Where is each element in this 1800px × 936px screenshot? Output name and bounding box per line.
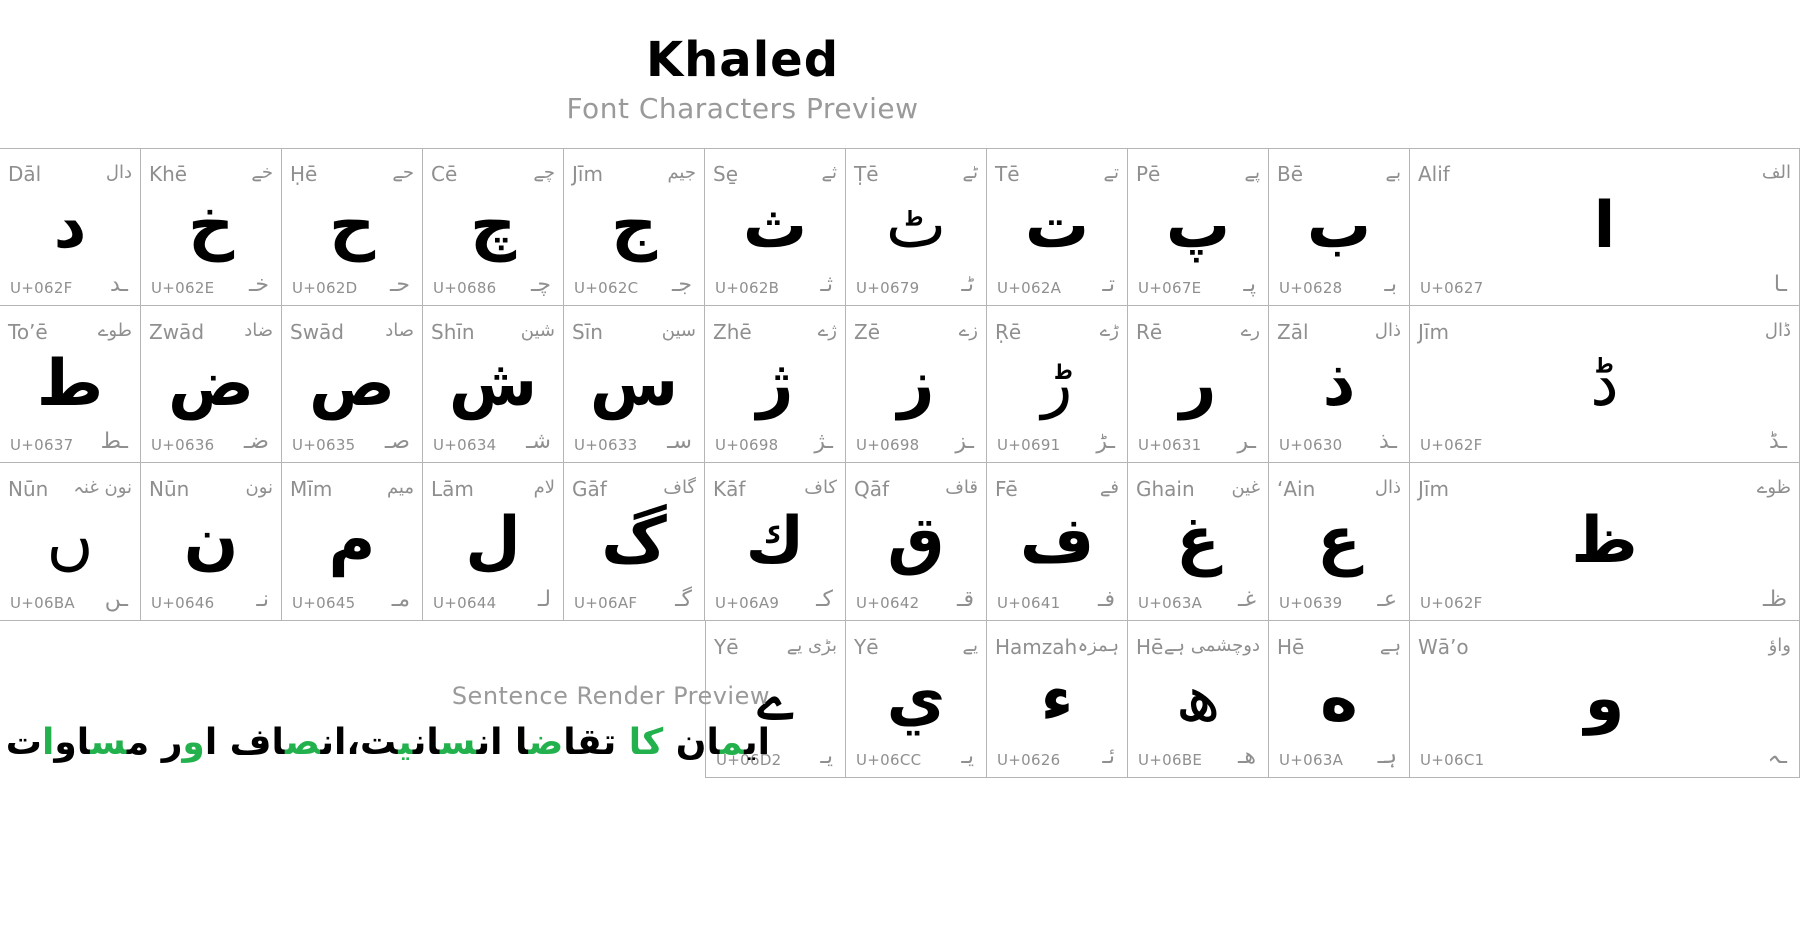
char-urdu-name: ہمزہ [1077,634,1119,656]
sentence-segment: اف ا [204,722,286,763]
char-glyph: ت [1024,189,1090,263]
char-form: ـہ [1767,744,1787,769]
char-form: صـ [384,429,410,454]
char-cell [1128,621,1269,779]
char-urdu-name: شین [520,319,555,341]
char-urdu-name: ثے [821,162,837,183]
char-cell [987,306,1128,464]
char-codepoint: U+0698 [715,436,779,454]
char-cell [1269,463,1410,621]
char-name: Wā’o [1418,634,1469,659]
char-urdu-name: دال [105,162,132,183]
char-name: Mīm [290,477,333,501]
char-name: Swād [290,319,345,344]
char-cell [1269,621,1410,779]
char-cell [987,463,1128,621]
sentence-segment: ی [398,722,413,763]
char-codepoint: U+062F [10,278,73,297]
char-codepoint: U+0636 [151,436,215,454]
char-cell [0,306,141,464]
char-glyph: ن [183,504,239,578]
char-urdu-name: ذال [1374,477,1401,498]
char-name: Khē [149,162,188,186]
sentence-segment: کا [628,722,664,763]
char-codepoint: U+062F [1420,436,1483,454]
sentence-segment: س [90,722,127,763]
char-name: Hamzah [995,634,1078,659]
char-name: Ḥē [290,162,318,186]
char-glyph: و [1584,661,1625,736]
sentence-segment: و [182,722,205,763]
char-name: Bē [1277,162,1304,186]
char-glyph: ض [167,346,255,421]
char-form: سـ [667,429,692,454]
char-form: یـ [820,744,833,769]
char-glyph: ء [1040,661,1074,736]
char-cell [141,148,282,306]
char-form: فـ [1098,586,1115,612]
char-codepoint: U+0644 [433,593,497,612]
char-glyph: غ [1176,504,1220,578]
char-codepoint: U+0635 [292,436,356,454]
char-name: Gāf [572,477,607,501]
char-glyph: ل [465,504,521,578]
char-glyph: س [589,346,679,421]
char-glyph: ظ [1571,504,1638,578]
char-name: Ṛē [995,319,1022,344]
char-urdu-name: بڑی یے [786,634,837,656]
char-glyph: ط [36,346,104,421]
char-glyph: ف [1019,504,1095,578]
char-name: Nūn [8,477,49,501]
char-codepoint: U+0627 [1420,278,1484,297]
char-form: غـ [1238,586,1256,612]
char-cell [1128,148,1269,306]
char-cell [1410,463,1800,621]
char-cell [282,148,423,306]
char-glyph: پ [1165,189,1231,263]
char-cell [1410,306,1800,464]
char-form: ـژ [814,429,833,454]
char-form: ـا [1773,271,1787,297]
sentence-segment: ر م [126,722,183,763]
char-glyph: ٹ [885,189,947,263]
char-glyph: م [328,504,376,578]
char-codepoint: U+062A [997,278,1062,297]
char-cell [705,148,846,306]
char-glyph: ح [328,189,376,263]
char-name: Cē [431,162,458,186]
char-cell [1269,148,1410,306]
char-name: Dāl [8,162,42,186]
char-codepoint: U+062D [292,278,358,297]
char-cell [1128,463,1269,621]
char-glyph: خ [187,189,235,263]
char-urdu-name: الف [1761,162,1791,183]
char-name: Shīn [431,319,475,344]
sentence-preview-label: Sentence Render Preview [451,682,770,710]
char-glyph: ب [1306,189,1372,263]
char-glyph: ذ [1322,346,1356,421]
char-urdu-name: ہے [1379,634,1401,656]
char-name: Sīn [572,319,603,344]
char-codepoint: U+062F [1420,593,1483,612]
char-form: ـڑ [1096,429,1115,454]
char-form: ـط [100,429,128,454]
char-name: Se̱ [713,162,738,186]
char-cell [141,306,282,464]
char-form: پـ [1243,271,1256,297]
char-glyph: ڑ [1041,346,1073,421]
sentence-segment: م [720,722,745,763]
char-urdu-name: یے [962,634,978,656]
char-urdu-name: ڈال [1764,319,1791,341]
char-glyph: ك [745,504,805,578]
char-name: Yē [714,634,739,659]
char-codepoint: U+06AF [574,593,638,612]
char-form: ھـ [1237,744,1256,769]
char-glyph: ز [897,346,935,421]
char-form: چـ [530,271,551,297]
char-cell [0,148,141,306]
char-form: مـ [391,586,410,612]
char-form: ـڈ [1769,429,1787,454]
char-name: Zwād [149,319,205,344]
char-cell [705,306,846,464]
char-urdu-name: پے [1244,162,1260,183]
char-form: عـ [1377,586,1397,612]
char-codepoint: U+0626 [997,751,1061,769]
char-cell [1269,306,1410,464]
sentence-segment: او [54,722,91,763]
char-urdu-name: چے [533,162,555,183]
sentence-segment: ص [285,722,321,763]
char-name: Tē [995,162,1020,186]
char-glyph: ق [887,504,945,578]
char-form: ـد [110,271,128,297]
sentence-segment: ا [41,722,55,763]
char-urdu-name: کاف [804,477,837,498]
char-name: Jīm [572,162,603,186]
char-name: Yē [854,634,879,659]
char-urdu-name: حے [392,162,414,183]
char-form: بـ [1384,271,1397,297]
char-codepoint: U+0639 [1279,593,1343,612]
char-cell [846,306,987,464]
char-codepoint: U+0641 [997,593,1061,612]
char-urdu-name: نون [245,477,273,498]
char-glyph: ڈ [1590,346,1619,421]
char-urdu-name: رے [1240,319,1260,341]
char-codepoint: U+062C [574,278,639,297]
char-form: حـ [389,271,410,297]
char-form: ثـ [820,271,833,297]
char-name: Pē [1136,162,1161,186]
char-form: ـں [104,586,128,612]
char-glyph: ے [756,661,795,736]
char-urdu-name: ٹے [962,162,978,183]
char-urdu-name: ضاد [244,319,273,341]
char-name: Zē [854,319,881,344]
char-glyph: گ [601,504,667,578]
char-codepoint: U+062E [151,278,215,297]
char-urdu-name: میم [386,477,414,498]
char-codepoint: U+063A [1138,593,1203,612]
char-name: Jīm [1418,319,1449,344]
char-codepoint: U+0630 [1279,436,1343,454]
char-form: ـذ [1379,429,1397,454]
char-codepoint: U+0686 [433,278,497,297]
char-name: ‘Ain [1277,477,1316,501]
char-urdu-name: ذال [1374,319,1401,341]
char-urdu-name: فے [1099,477,1119,498]
char-cell [564,306,705,464]
char-glyph: ص [308,346,396,421]
char-urdu-name: گاف [663,477,696,498]
page-subtitle: Font Characters Preview [566,92,919,125]
char-urdu-name: دوچشمی ہے [1163,634,1260,656]
char-name: Jīm [1418,477,1449,501]
char-glyph: ث [742,189,808,263]
sentence-segment: ض [528,722,564,763]
char-cell [705,463,846,621]
char-name: Zhē [713,319,752,344]
char-urdu-name: طوے [97,319,132,341]
char-glyph: ش [448,346,538,421]
char-codepoint: U+06BA [10,593,75,612]
char-urdu-name: غین [1231,477,1260,498]
char-cell [423,148,564,306]
char-form: ٹـ [961,271,974,297]
page-title: Khaled [645,32,840,88]
char-codepoint: U+0628 [1279,278,1343,297]
char-urdu-name: خے [251,162,273,183]
char-form: شـ [526,429,551,454]
char-cell [1128,306,1269,464]
char-name: Ṭē [854,162,879,186]
char-urdu-name: ظوے [1756,477,1791,498]
char-codepoint: U+0633 [574,436,638,454]
char-form: ـز [955,429,974,454]
char-urdu-name: ڑے [1099,319,1119,341]
char-codepoint: U+0646 [151,593,215,612]
char-form: نـ [256,586,269,612]
char-cell [282,306,423,464]
char-name: Kāf [713,477,746,501]
char-urdu-name: جیم [667,162,696,183]
sentence-segment: اي [744,722,770,763]
char-codepoint: U+06BE [1138,751,1203,769]
char-cell [987,621,1128,779]
char-form: ئـ [1102,744,1115,769]
char-cell [564,463,705,621]
char-codepoint: U+06A9 [715,593,780,612]
char-cell [987,148,1128,306]
char-glyph: چ [469,189,517,263]
char-codepoint: U+06C1 [1420,751,1485,769]
char-glyph: ر [1179,346,1217,421]
char-cell [282,463,423,621]
char-name: Alif [1418,162,1450,186]
char-form: خـ [248,271,269,297]
char-urdu-name: سین [661,319,696,341]
char-cell [846,621,987,779]
char-glyph: ع [1317,504,1361,578]
char-name: Ghain [1136,477,1195,501]
char-codepoint: U+06CC [856,751,922,769]
sentence-segment: ان [663,722,720,763]
char-codepoint: U+06D2 [716,751,782,769]
char-form: ـر [1237,429,1256,454]
char-urdu-name: نون غنہ [73,477,132,498]
char-codepoint: U+0698 [856,436,920,454]
sentence-segment: ت [5,722,42,763]
sentence-segment: س [439,722,477,763]
char-urdu-name: ژے [817,319,837,341]
sentence-segment: ت،ان [320,722,399,763]
char-codepoint: U+067E [1138,278,1202,297]
char-codepoint: U+0691 [997,436,1061,454]
char-urdu-name: زے [958,319,978,341]
char-urdu-name: واؤ [1768,634,1791,656]
char-cell [423,463,564,621]
char-codepoint: U+0645 [292,593,356,612]
char-name: Rē [1136,319,1163,344]
char-codepoint: U+062B [715,278,780,297]
char-codepoint: U+0634 [433,436,497,454]
char-codepoint: U+0637 [10,436,74,454]
char-form: کـ [816,586,833,612]
char-codepoint: U+0679 [856,278,920,297]
char-codepoint: U+063A [1279,751,1344,769]
sentence-segment: ان [412,722,440,763]
char-urdu-name: قاف [945,477,978,498]
char-glyph: ھ [1175,661,1221,736]
char-glyph: ي [886,661,946,736]
char-cell [1410,621,1800,779]
char-form: تـ [1102,271,1115,297]
char-urdu-name: تے [1103,162,1119,183]
char-name: Hē [1136,634,1164,659]
sentence-segment: ا ان [476,722,529,763]
char-form: ظـ [1763,586,1787,612]
char-glyph: ج [610,189,658,263]
char-urdu-name: صاد [385,319,414,341]
char-cell [141,463,282,621]
char-urdu-name: لام [533,477,555,498]
char-glyph: د [53,189,87,263]
char-cell [846,463,987,621]
char-form: جـ [671,271,692,297]
sentence-preview-text [5,722,770,763]
char-cell [423,306,564,464]
char-urdu-name: بے [1385,162,1401,183]
char-glyph: ں [46,504,94,578]
char-form: ہـ [1377,744,1397,769]
char-glyph: ا [1593,189,1616,263]
char-form: ضـ [243,429,269,454]
char-form: یـ [961,744,974,769]
char-name: Lām [431,477,474,501]
char-cell [1410,148,1800,306]
char-cell [846,148,987,306]
char-form: لـ [537,586,551,612]
char-name: Nūn [149,477,190,501]
char-form: گـ [675,586,692,612]
char-glyph: ه [1320,661,1358,736]
sentence-segment: تقا [563,722,629,763]
char-name: To’ē [8,319,48,344]
char-codepoint: U+0631 [1138,436,1202,454]
char-name: Zāl [1277,319,1309,344]
char-codepoint: U+0642 [856,593,920,612]
char-form: قـ [957,586,974,612]
char-cell [564,148,705,306]
char-name: Hē [1277,634,1305,659]
char-glyph: ژ [756,346,794,421]
char-cell [0,463,141,621]
char-name: Fē [995,477,1018,501]
char-name: Qāf [854,477,890,501]
